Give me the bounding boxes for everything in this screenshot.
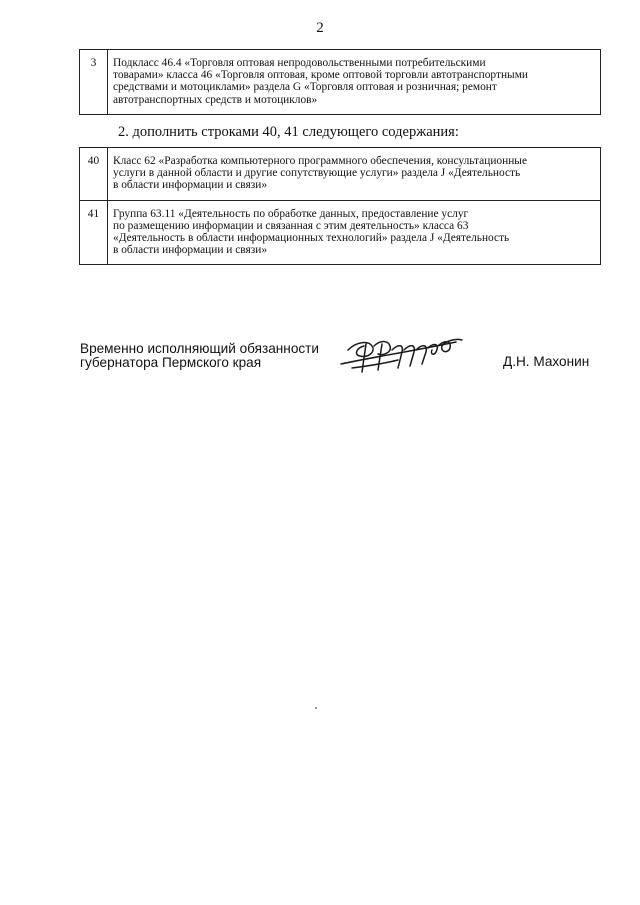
row-description-line: товарами» класса 46 «Торговля оптовая, кроме оптовой торговли автотранспортными	[113, 69, 529, 82]
row-description-line: в области информации и связи»	[113, 179, 268, 192]
row-description-line: Группа 63.11 «Деятельность по обработке данных, предоставление услуг	[113, 207, 469, 220]
scan-speck	[315, 707, 317, 709]
table-row	[80, 50, 601, 115]
row-number: 40	[80, 148, 108, 201]
row-description-line: Подкласс 46.4 «Торговля оптовая непродовольственными потребительскими	[113, 57, 486, 69]
page-number: 2	[316, 20, 324, 36]
row-description	[108, 148, 601, 201]
amendment-instruction: 2. дополнить строками 40, 41 следующего содержания:	[118, 124, 459, 140]
row-description-line: по размещению информации и связанная с этим деятельность» класса 63	[113, 219, 469, 232]
handwritten-signature	[338, 328, 466, 376]
row-number: 3	[80, 50, 108, 115]
table-row	[80, 148, 601, 201]
row-description	[108, 200, 601, 265]
signer-position-line: губернатора Пермского края	[80, 355, 262, 370]
signer-position-line: Временно исполняющий обязанности	[80, 341, 319, 356]
row-number: 41	[80, 200, 108, 265]
row-description-line: в области информации и связи»	[113, 244, 268, 257]
signer-name: Д.Н. Махонин	[503, 354, 590, 369]
row-description-line: автотранспортных средств и мотоциклов»	[113, 93, 318, 106]
row-description-line: услуги в данной области и другие сопутствующие услуги» раздела J «Деятельность	[113, 167, 521, 180]
table-row	[80, 200, 601, 265]
row-description-line: Класс 62 «Разработка компьютерного программного обеспечения, консультационные	[113, 155, 528, 167]
row-description-line: средствами и мотоциклами» раздела G «Торговля оптовая и розничная; ремонт	[113, 81, 497, 94]
row-description	[108, 50, 601, 115]
amendment-table-new-rows	[79, 147, 601, 265]
signer-position	[80, 342, 319, 370]
row-description-line: «Деятельность в области информационных технологий» раздела J «Деятельность	[113, 232, 510, 245]
amendment-table-existing	[79, 49, 601, 115]
